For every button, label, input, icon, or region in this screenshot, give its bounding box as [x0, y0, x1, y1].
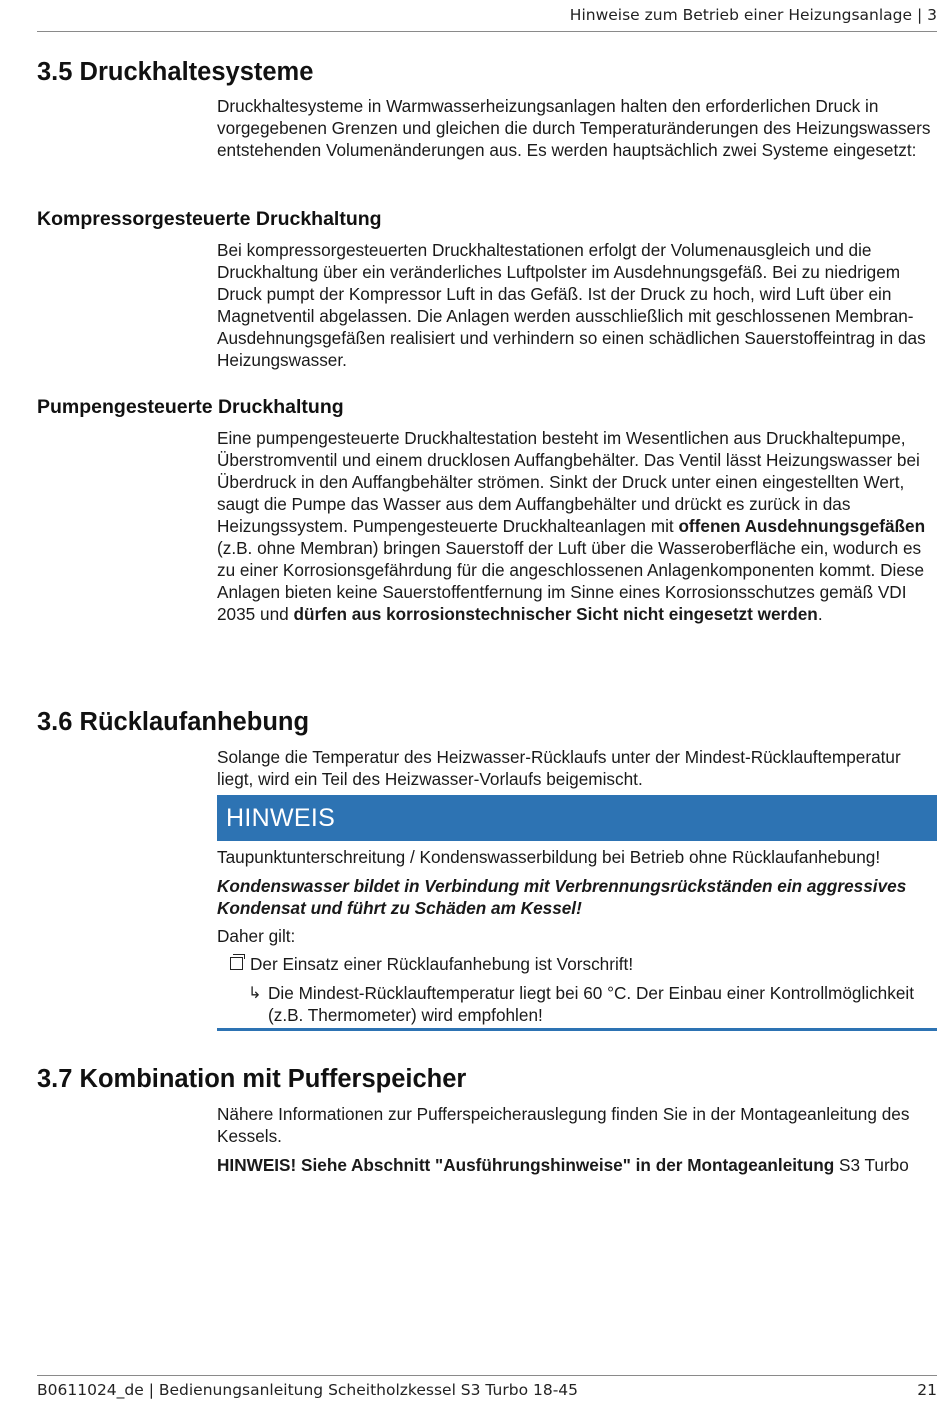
- notice-line1: [217, 846, 939, 868]
- section-3-7-text: [217, 1103, 939, 1147]
- notice-daher-text: Daher gilt:: [217, 926, 296, 946]
- puffer-note: [217, 1154, 939, 1176]
- notice-warning-text: Kondenswasser bildet in Verbindung mit Verbrennungsrückständen ein aggressives Kondensat und führt zu Schäden am Kessel!: [217, 876, 907, 918]
- pumpe-text: [217, 427, 939, 625]
- section-3-5-intro: [217, 95, 939, 161]
- pumpe-text-c: .: [817, 604, 823, 624]
- page-number: 21: [917, 1381, 937, 1399]
- section-heading-3-7: 3.7 Kombination mit Pufferspeicher: [37, 1065, 467, 1093]
- notice-text: Taupunktunterschreitung / Kondenswasserbildung bei Betrieb ohne Rücklaufanhebung!: [217, 847, 881, 867]
- notice-bottom-rule: [217, 1028, 937, 1031]
- notice-item-text: Der Einsatz einer Rücklaufanhebung ist Vorschrift!: [250, 954, 634, 974]
- footer-divider: [37, 1375, 937, 1376]
- pumpe-bold-a: offenen Ausdehnungsgefäßen: [678, 516, 926, 536]
- section-3-6-intro: [217, 746, 939, 790]
- result-arrow-icon: ↳: [248, 983, 262, 1002]
- section-3-7-note: [217, 1154, 939, 1176]
- pumpe-text-b: (z.B. ohne Membran) bringen Sauerstoff der Luft über die Wasseroberfläche ein, wodurch es zu einer Korrosionsgefährdung für die angeschlossenen Anlagenkomponenten kommt. Diese Anlagen bieten keine Sauerstoffentfernung im Sinne eines Korrosionsschutzes gemäß VDI 2035 und: [217, 538, 925, 624]
- notice-warning: [217, 875, 939, 919]
- puffer-note-bold: HINWEIS! Siehe Abschnitt "Ausführungshinweise" in der Montageanleitung: [217, 1155, 835, 1175]
- section-heading-3-5: 3.5 Druckhaltesysteme: [37, 58, 314, 86]
- ruecklauf-paragraph: Solange die Temperatur des Heizwasser-Rücklaufs unter der Mindest-Rücklauftemperatur liegt, wird ein Teil des Heizwasser-Vorlaufs beigemischt.: [217, 747, 901, 789]
- pumpe-text-a: Eine pumpengesteuerte Druckhaltestation besteht im Wesentlichen aus Druckhaltepumpe, Überstromventil und einem drucklosen Auffangbehälter. Das Ventil lässt Heizungswasser bei Überdruck in den Auffangbehälter strömen. Sinkt der Druck unter einen eingestellten Wert, saugt die Pumpe das Wasser aus dem Auffangbehälter und drückt es zurück in das Heizungssystem. Pumpengesteuerte Druckhalteanlagen mit: [217, 428, 920, 536]
- section-heading-3-6: 3.6 Rücklaufanhebung: [37, 708, 310, 736]
- running-header: Hinweise zum Betrieb einer Heizungsanlage | 3: [569, 6, 937, 24]
- kompressor-paragraph: Bei kompressorgesteuerten Druckhaltestationen erfolgt der Volumenausgleich und die Druckhaltung über ein veränderliches Luftpolster im Ausdehnungsgefäß. Bei zu niedrigem Druck pumpt der Kompressor Luft in das Gefäß. Ist der Druck zu hoch, wird Luft über ein Magnetventil abgelassen. Die Anlagen werden ausschließlich mit geschlossenen Membran-Ausdehnungsgefäßen realisiert und verhindern so einen schädlichen Sauerstoffeintrag in das Heizungswasser.: [217, 240, 926, 370]
- notice-header-bar: [217, 795, 937, 841]
- notice-result-text: Die Mindest-Rücklauftemperatur liegt bei 60 °C. Der Einbau einer Kontrollmöglichkeit (z.B. Thermometer) wird empfohlen!: [268, 983, 914, 1025]
- puffer-paragraph: Nähere Informationen zur Pufferspeicherauslegung finden Sie in der Montageanleitung des Kessels.: [217, 1104, 910, 1146]
- notice-daher: [217, 925, 939, 947]
- notice-item: [250, 953, 930, 975]
- subheading-pumpe: Pumpengesteuerte Druckhaltung: [37, 396, 344, 418]
- pumpe-paragraph: [217, 427, 939, 625]
- notice-result: [268, 982, 928, 1026]
- intro-paragraph: Druckhaltesysteme in Warmwasserheizungsanlagen halten den erforderlichen Druck in vorgegebenen Grenzen und gleichen die durch Temperaturänderungen des Heizungswassers entstehenden Volumenänderungen aus. Es werden hauptsächlich zwei Systeme eingesetzt:: [217, 96, 931, 160]
- notice-title: HINWEIS: [226, 804, 336, 832]
- pumpe-bold-b: dürfen aus korrosionstechnischer Sicht nicht eingesetzt werden: [293, 604, 818, 624]
- kompressor-text: [217, 239, 939, 371]
- checkbox-icon: [230, 957, 243, 970]
- header-divider: [37, 31, 937, 32]
- subheading-kompressor: Kompressorgesteuerte Druckhaltung: [37, 208, 382, 230]
- footer-document-id: B0611024_de | Bedienungsanleitung Scheitholzkessel S3 Turbo 18-45: [37, 1381, 579, 1399]
- puffer-note-rest: S3 Turbo: [834, 1155, 909, 1175]
